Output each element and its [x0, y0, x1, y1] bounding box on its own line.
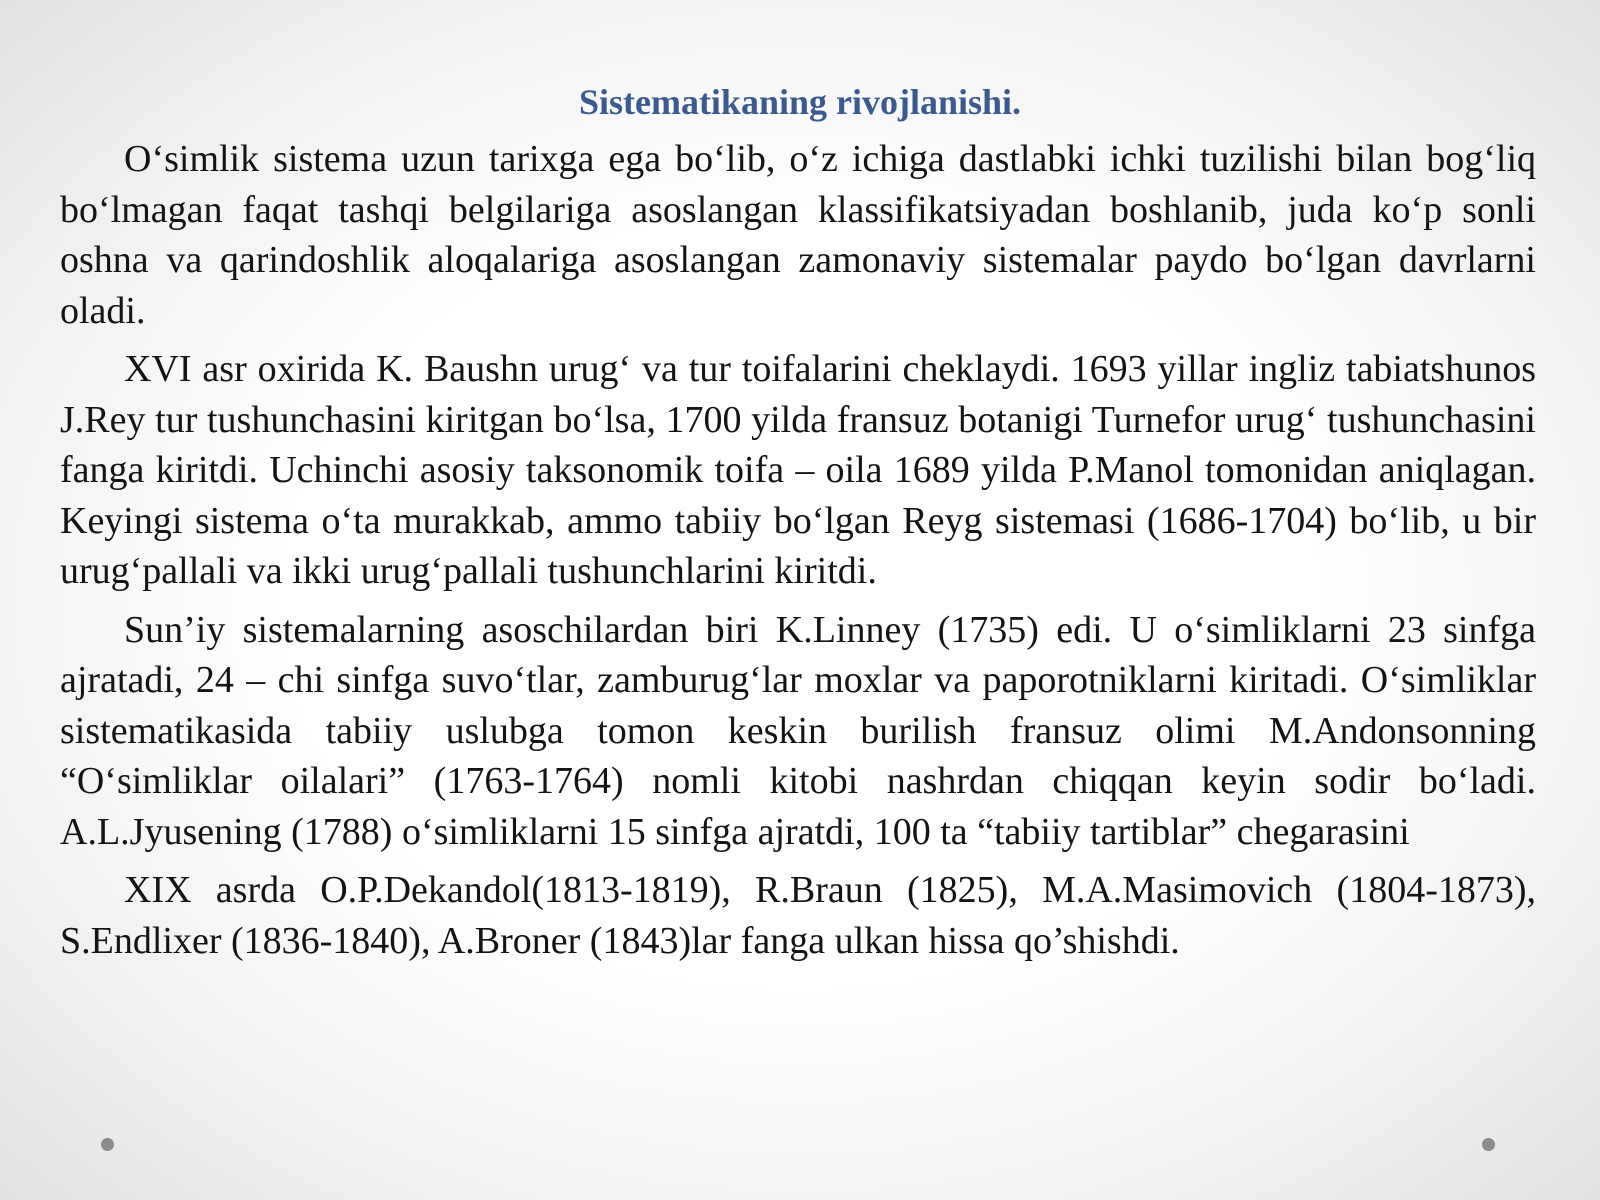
- slide-title-text: Sistematikaning rivojlanishi.: [578, 82, 1022, 122]
- slide-body: [60, 134, 1536, 974]
- decorative-dot-right: [1482, 1138, 1495, 1151]
- decorative-dot-left: [101, 1138, 114, 1151]
- paragraph-1: O‘simlik sistema uzun tarixga ega bo‘lib, o‘z ichiga dastlabki ichki tuzilishi bilan bog‘liq bo‘lmagan faqat tashqi belgilariga asoslangan klassifikatsiyadan boshlanib, juda ko‘p sonli oshna va qarindoshlik aloqalariga asoslangan zamonaviy sistemalar paydo bo‘lgan davrlarni oladi.: [60, 138, 1536, 332]
- paragraph-2: XVI asr oxirida K. Baushn urug‘ va tur toifalarini cheklaydi. 1693 yillar ingliz tabiatshunos J.Rey tur tushunchasini kiritgan bo‘lsa, 1700 yilda fransuz botanigi Turnefor urug‘ tushunchasini fanga kiritdi. Uchinchi asosiy taksonomik toifa – oila 1689 yilda P.Manol tomonidan aniqlagan. Keyingi sistema o‘ta murakkab, ammo tabiiy bo‘lgan Reyg sistemasi (1686-1704) bo‘lib, u bir urug‘pallali va ikki urug‘pallali tushunchlarini kiritdi.: [60, 348, 1536, 592]
- slide-title: [0, 80, 1600, 124]
- paragraph-4: XIX asrda O.P.Dekandol(1813-1819), R.Braun (1825), M.A.Masimovich (1804-1873), S.Endlixer (1836-1840), A.Broner (1843)lar fanga ulkan hissa qo’shishdi.: [60, 869, 1536, 962]
- paragraph-3: Sun’iy sistemalarning asoschilardan biri K.Linney (1735) edi. U o‘simliklarni 23 sinfga ajratadi, 24 – chi sinfga suvo‘tlar, zamburug‘lar moxlar va paporotniklarni kiritadi. O‘simliklar sistematikasida tabiiy uslubga tomon keskin burilish fransuz olimi M.Andonsonning “O‘simliklar oilalari” (1763-1764) nomli kitobi nashrdan chiqqan keyin sodir bo‘ladi. A.L.Jyusening (1788) o‘simliklarni 15 sinfga ajratdi, 100 ta “tabiiy tartiblar” chegarasini: [60, 608, 1536, 853]
